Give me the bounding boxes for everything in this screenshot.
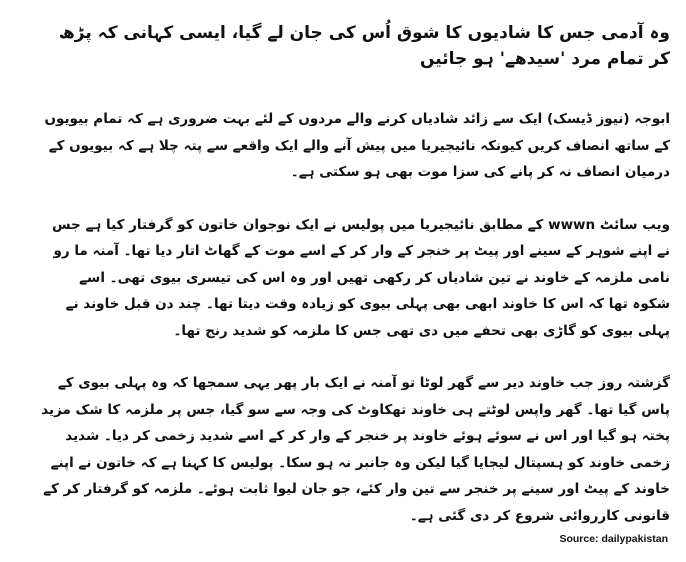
source-credit: Source: dailypakistan: [559, 533, 668, 545]
article-paragraph-incident: گزشتہ روز جب خاوند دیر سے گھر لوٹا تو آمنہ نے ایک بار پھر یہی سمجھا کہ وہ پہلی بیوی کے پاس گیا تھا۔ گھر واپس لوٹتے ہی خاوند تھکاوٹ کی وجہ سے سو گیا، جس پر ملزمہ کا شک مزید پختہ ہو گیا اور اس نے سوئے ہوئے خاوند پر خنجر کے وار کر کے اسے شدید زخمی کر دیا۔ شدید زخمی خاوند کو ہسپتال لیجایا گیا لیکن وہ جانبر نہ ہو سکا۔ پولیس کا کہنا ہے کہ خاتون نے اپنے خاوند کے پیٹ اور سینے پر خنجر سے تین وار کئے، جو جان لیوا ثابت ہوئے۔ ملزمہ کو گرفتار کر کے قانونی کارروائی شروع کر دی گئی ہے۔: [41, 375, 670, 524]
article-paragraph-details: ویب سائٹ wwwn کے مطابق نائیجیریا میں پولیس نے ایک نوجوان خاتون کو گرفتار کیا ہے جس نے اپنے شوہر کے سینے اور پیٹ پر خنجر کے وار کر کے اسے موت کے گھاٹ اتار دیا تھا۔ آمنہ ما رو نامی ملزمہ کے خاوند نے تین شادیاں کر رکھی تھیں اور وہ اس کی تیسری بیوی تھی۔ اسے شکوہ تھا کہ اس کا خاوند ابھی بھی پہلی بیوی کو زیادہ وقت دیتا تھا۔ چند دن قبل خاوند نے پہلی بیوی کو گاڑی بھی تحفے میں دی تھی جس کا ملزمہ کو شدید رنج تھا۔: [51, 216, 670, 339]
article-headline: وہ آدمی جس کا شادیوں کا شوق اُس کی جان لے گیا، ایسی کہانی کہ پڑھ کر تمام مرد 'سیدھے' ہو جائیں: [58, 23, 670, 69]
article-paragraph-intro: ابوجہ (نیوز ڈیسک) ایک سے زائد شادیاں کرنے والے مردوں کے لئے بہت ضروری ہے کہ تمام بیویوں کے ساتھ انصاف کریں کیونکہ نائیجیریا میں پیش آنے والے ایک واقعے سے پتہ چلا ہے کہ بیویوں کے درمیان انصاف نہ کر پانے کی سزا موت بھی ہو سکتی ہے۔: [44, 111, 670, 180]
news-article: [40, 0, 670, 529]
